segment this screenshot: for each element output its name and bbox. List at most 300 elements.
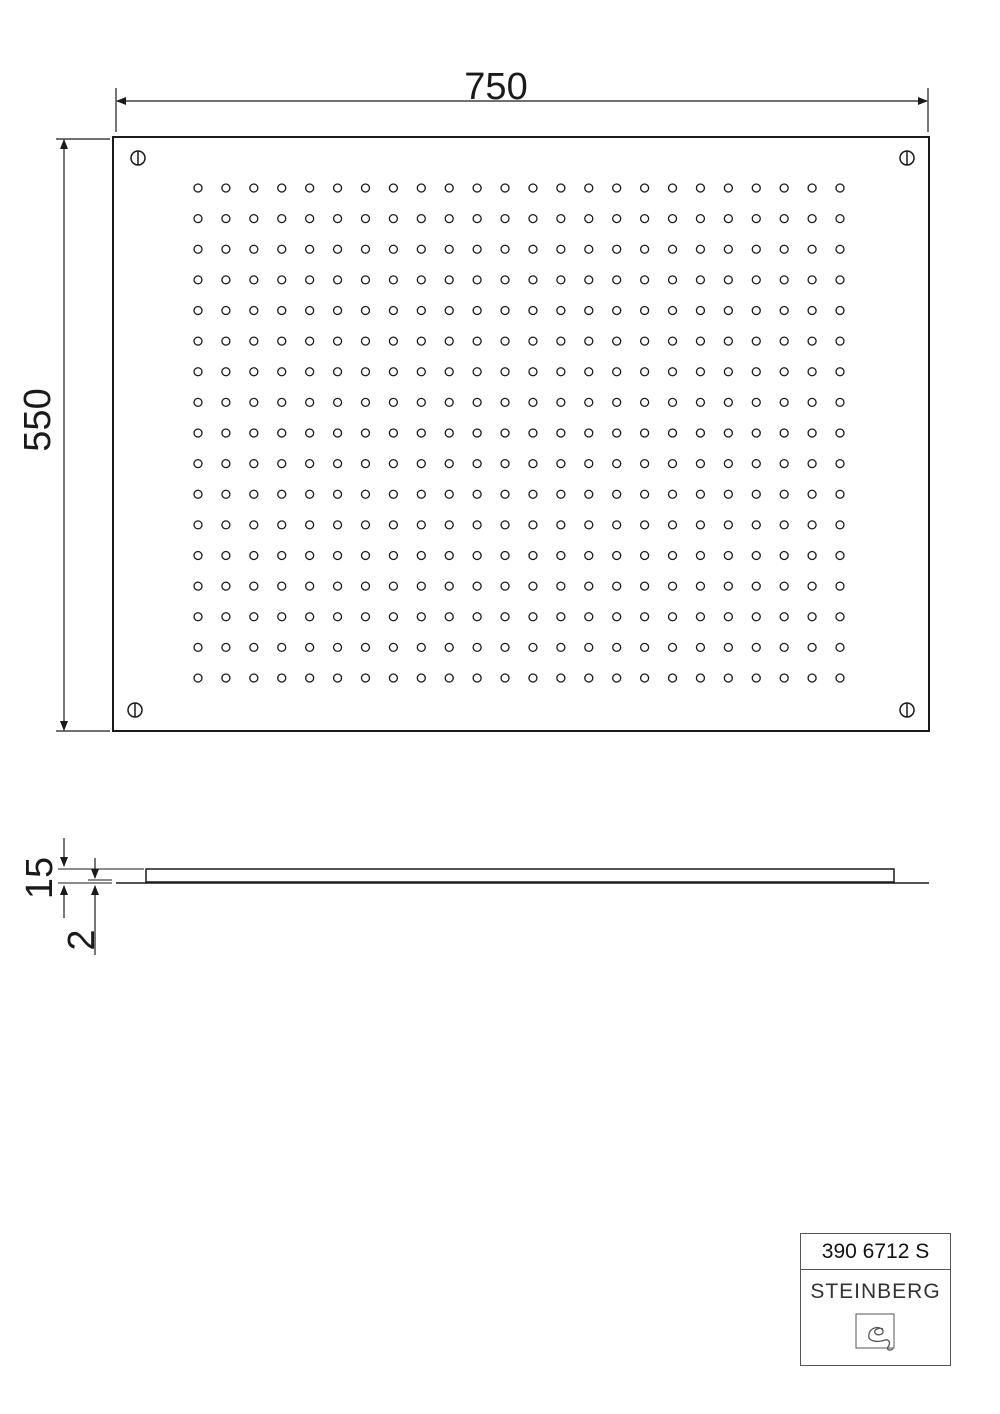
nozzle-hole [836,460,844,468]
nozzle-hole [501,245,509,253]
nozzle-hole [780,521,788,529]
nozzle-hole-grid [194,184,844,682]
nozzle-hole [696,215,704,223]
nozzle-hole [529,460,537,468]
gap-label: 2 [61,929,103,951]
nozzle-hole [724,337,732,345]
nozzle-hole [724,276,732,284]
nozzle-hole [306,337,314,345]
nozzle-hole [585,398,593,406]
nozzle-hole [222,398,230,406]
nozzle-hole [696,184,704,192]
nozzle-hole [696,429,704,437]
nozzle-hole [585,552,593,560]
nozzle-hole [361,674,369,682]
nozzle-hole [445,552,453,560]
nozzle-hole [194,184,202,192]
nozzle-hole [222,245,230,253]
nozzle-hole [445,398,453,406]
brand-name: STEINBERG [810,1280,941,1303]
nozzle-hole [417,276,425,284]
nozzle-hole [250,521,258,529]
nozzle-hole [557,460,565,468]
nozzle-hole [361,429,369,437]
nozzle-hole [389,613,397,621]
nozzle-hole [278,307,286,315]
nozzle-hole [836,521,844,529]
nozzle-hole [417,490,425,498]
nozzle-hole [669,184,677,192]
nozzle-hole [278,521,286,529]
nozzle-hole [724,521,732,529]
nozzle-hole [752,184,760,192]
nozzle-hole [473,245,481,253]
nozzle-hole [473,307,481,315]
nozzle-hole [669,398,677,406]
nozzle-hole [278,552,286,560]
nozzle-hole [613,521,621,529]
nozzle-hole [361,521,369,529]
nozzle-hole [445,307,453,315]
nozzle-hole [334,613,342,621]
nozzle-hole [278,643,286,651]
nozzle-hole [808,245,816,253]
nozzle-hole [529,521,537,529]
nozzle-hole [222,582,230,590]
nozzle-hole [445,215,453,223]
nozzle-hole [306,490,314,498]
nozzle-hole [278,184,286,192]
nozzle-hole [808,490,816,498]
nozzle-hole [417,643,425,651]
nozzle-hole [529,643,537,651]
nozzle-hole [445,460,453,468]
nozzle-hole [445,613,453,621]
nozzle-hole [585,429,593,437]
nozzle-hole [445,674,453,682]
nozzle-hole [334,215,342,223]
nozzle-hole [417,429,425,437]
nozzle-hole [334,460,342,468]
nozzle-hole [613,429,621,437]
nozzle-hole [501,184,509,192]
nozzle-hole [696,460,704,468]
nozzle-hole [361,337,369,345]
nozzle-hole [222,674,230,682]
title-block [800,1233,951,1366]
nozzle-hole [389,215,397,223]
nozzle-hole [641,368,649,376]
nozzle-hole [696,552,704,560]
nozzle-hole [222,368,230,376]
nozzle-hole [194,613,202,621]
nozzle-hole [529,184,537,192]
nozzle-hole [808,276,816,284]
nozzle-hole [194,552,202,560]
nozzle-hole [724,490,732,498]
nozzle-hole [445,368,453,376]
nozzle-hole [836,245,844,253]
nozzle-hole [334,552,342,560]
nozzle-hole [222,552,230,560]
nozzle-hole [836,307,844,315]
nozzle-hole [194,215,202,223]
nozzle-hole [250,307,258,315]
nozzle-hole [306,215,314,223]
nozzle-hole [306,307,314,315]
nozzle-hole [669,276,677,284]
nozzle-hole [389,429,397,437]
nozzle-hole [780,552,788,560]
nozzle-hole [417,521,425,529]
nozzle-hole [752,398,760,406]
nozzle-hole [641,429,649,437]
nozzle-hole [389,460,397,468]
nozzle-hole [641,276,649,284]
nozzle-hole [417,460,425,468]
nozzle-hole [445,643,453,651]
nozzle-hole [585,245,593,253]
steinberg-logo-icon [855,1313,897,1353]
nozzle-hole [585,368,593,376]
nozzle-hole [836,552,844,560]
nozzle-hole [361,582,369,590]
nozzle-hole [334,643,342,651]
nozzle-hole [334,368,342,376]
nozzle-hole [836,490,844,498]
corner-screws [128,151,914,717]
nozzle-hole [473,582,481,590]
nozzle-hole [222,337,230,345]
nozzle-hole [613,643,621,651]
nozzle-hole [696,276,704,284]
nozzle-hole [417,337,425,345]
nozzle-hole [752,337,760,345]
nozzle-hole [250,490,258,498]
nozzle-hole [836,276,844,284]
nozzle-hole [501,276,509,284]
nozzle-hole [696,368,704,376]
nozzle-hole [529,582,537,590]
nozzle-hole [473,643,481,651]
nozzle-hole [669,521,677,529]
nozzle-hole [724,307,732,315]
nozzle-hole [222,460,230,468]
nozzle-hole [250,460,258,468]
nozzle-hole [278,368,286,376]
nozzle-hole [613,582,621,590]
nozzle-hole [222,490,230,498]
nozzle-hole [780,460,788,468]
nozzle-hole [780,643,788,651]
nozzle-hole [557,521,565,529]
nozzle-hole [306,276,314,284]
nozzle-hole [836,368,844,376]
nozzle-hole [696,521,704,529]
nozzle-hole [306,613,314,621]
nozzle-hole [361,552,369,560]
nozzle-hole [780,613,788,621]
nozzle-hole [389,276,397,284]
nozzle-hole [585,582,593,590]
nozzle-hole [780,337,788,345]
nozzle-hole [724,552,732,560]
nozzle-hole [724,674,732,682]
nozzle-hole [501,460,509,468]
nozzle-hole [696,307,704,315]
nozzle-hole [278,613,286,621]
nozzle-hole [696,674,704,682]
nozzle-hole [306,368,314,376]
nozzle-hole [445,184,453,192]
nozzle-hole [445,490,453,498]
nozzle-hole [808,674,816,682]
nozzle-hole [557,429,565,437]
nozzle-hole [585,307,593,315]
nozzle-hole [529,552,537,560]
nozzle-hole [585,276,593,284]
nozzle-hole [445,521,453,529]
nozzle-hole [808,582,816,590]
nozzle-hole [306,245,314,253]
nozzle-hole [361,184,369,192]
nozzle-hole [780,674,788,682]
nozzle-hole [417,215,425,223]
nozzle-hole [529,215,537,223]
width-label: 750 [464,66,528,108]
nozzle-hole [417,582,425,590]
nozzle-hole [222,215,230,223]
nozzle-hole [250,337,258,345]
nozzle-hole [389,582,397,590]
nozzle-hole [557,215,565,223]
nozzle-hole [780,490,788,498]
nozzle-hole [278,337,286,345]
nozzle-hole [306,552,314,560]
nozzle-hole [389,245,397,253]
nozzle-hole [334,276,342,284]
plate-outline [113,137,929,731]
nozzle-hole [334,674,342,682]
nozzle-hole [696,613,704,621]
nozzle-hole [445,582,453,590]
nozzle-hole [501,582,509,590]
nozzle-hole [306,582,314,590]
nozzle-hole [641,552,649,560]
thickness-label: 15 [19,856,61,900]
nozzle-hole [836,215,844,223]
gap-dimension [61,858,112,955]
nozzle-hole [780,368,788,376]
nozzle-hole [389,337,397,345]
nozzle-hole [222,429,230,437]
nozzle-hole [641,337,649,345]
nozzle-hole [557,643,565,651]
nozzle-hole [473,552,481,560]
nozzle-hole [696,398,704,406]
nozzle-hole [250,276,258,284]
nozzle-hole [306,460,314,468]
screw-icon [900,151,914,165]
nozzle-hole [836,674,844,682]
nozzle-hole [613,245,621,253]
nozzle-hole [529,429,537,437]
nozzle-hole [557,368,565,376]
screw-icon [131,151,145,165]
thickness-dimension [19,838,144,918]
nozzle-hole [641,674,649,682]
nozzle-hole [585,460,593,468]
nozzle-hole [585,337,593,345]
nozzle-hole [613,674,621,682]
nozzle-hole [836,337,844,345]
nozzle-hole [417,368,425,376]
nozzle-hole [641,460,649,468]
nozzle-hole [334,490,342,498]
nozzle-hole [724,613,732,621]
nozzle-hole [696,582,704,590]
nozzle-hole [278,245,286,253]
nozzle-hole [529,368,537,376]
nozzle-hole [389,552,397,560]
nozzle-hole [389,368,397,376]
nozzle-hole [278,674,286,682]
nozzle-hole [473,460,481,468]
nozzle-hole [222,184,230,192]
nozzle-hole [724,215,732,223]
nozzle-hole [417,674,425,682]
nozzle-hole [585,490,593,498]
nozzle-hole [501,490,509,498]
nozzle-hole [250,552,258,560]
nozzle-hole [557,337,565,345]
nozzle-hole [724,460,732,468]
nozzle-hole [473,276,481,284]
nozzle-hole [194,643,202,651]
nozzle-hole [585,215,593,223]
nozzle-hole [613,276,621,284]
nozzle-hole [334,521,342,529]
nozzle-hole [306,674,314,682]
nozzle-hole [752,521,760,529]
nozzle-hole [752,245,760,253]
nozzle-hole [417,307,425,315]
nozzle-hole [194,337,202,345]
nozzle-hole [194,245,202,253]
nozzle-hole [278,582,286,590]
nozzle-hole [361,460,369,468]
nozzle-hole [501,429,509,437]
nozzle-hole [361,276,369,284]
nozzle-hole [306,398,314,406]
nozzle-hole [529,613,537,621]
nozzle-hole [780,184,788,192]
nozzle-hole [641,215,649,223]
nozzle-hole [808,460,816,468]
nozzle-hole [808,215,816,223]
nozzle-hole [808,337,816,345]
nozzle-hole [836,582,844,590]
nozzle-hole [501,521,509,529]
nozzle-hole [669,552,677,560]
nozzle-hole [194,276,202,284]
nozzle-hole [752,643,760,651]
nozzle-hole [724,429,732,437]
nozzle-hole [501,398,509,406]
nozzle-hole [194,307,202,315]
nozzle-hole [752,368,760,376]
nozzle-hole [306,643,314,651]
nozzle-hole [836,429,844,437]
nozzle-hole [836,184,844,192]
height-dimension [17,139,110,731]
nozzle-hole [836,613,844,621]
width-dimension [116,66,928,132]
nozzle-hole [752,490,760,498]
nozzle-hole [361,245,369,253]
nozzle-hole [334,398,342,406]
nozzle-hole [334,245,342,253]
nozzle-hole [669,460,677,468]
article-number: 390 6712 S [801,1234,950,1270]
nozzle-hole [306,521,314,529]
nozzle-hole [529,276,537,284]
nozzle-hole [808,552,816,560]
nozzle-hole [557,307,565,315]
nozzle-hole [613,552,621,560]
plate-profile [146,869,894,882]
nozzle-hole [361,398,369,406]
nozzle-hole [445,337,453,345]
nozzle-hole [752,429,760,437]
nozzle-hole [585,674,593,682]
nozzle-hole [557,490,565,498]
nozzle-hole [752,307,760,315]
nozzle-hole [641,245,649,253]
nozzle-hole [557,398,565,406]
nozzle-hole [473,398,481,406]
nozzle-hole [557,674,565,682]
nozzle-hole [278,490,286,498]
nozzle-hole [780,398,788,406]
nozzle-hole [696,337,704,345]
nozzle-hole [669,215,677,223]
nozzle-hole [194,582,202,590]
nozzle-hole [613,215,621,223]
nozzle-hole [724,582,732,590]
nozzle-hole [808,429,816,437]
nozzle-hole [361,368,369,376]
nozzle-hole [613,613,621,621]
nozzle-hole [278,215,286,223]
nozzle-hole [557,276,565,284]
nozzle-hole [557,552,565,560]
nozzle-hole [585,184,593,192]
nozzle-hole [696,643,704,651]
nozzle-hole [529,337,537,345]
nozzle-hole [445,245,453,253]
nozzle-hole [669,245,677,253]
nozzle-hole [641,582,649,590]
nozzle-hole [585,643,593,651]
nozzle-hole [557,582,565,590]
nozzle-hole [250,184,258,192]
nozzle-hole [641,490,649,498]
nozzle-hole [473,215,481,223]
nozzle-hole [808,398,816,406]
nozzle-hole [669,490,677,498]
nozzle-hole [808,613,816,621]
